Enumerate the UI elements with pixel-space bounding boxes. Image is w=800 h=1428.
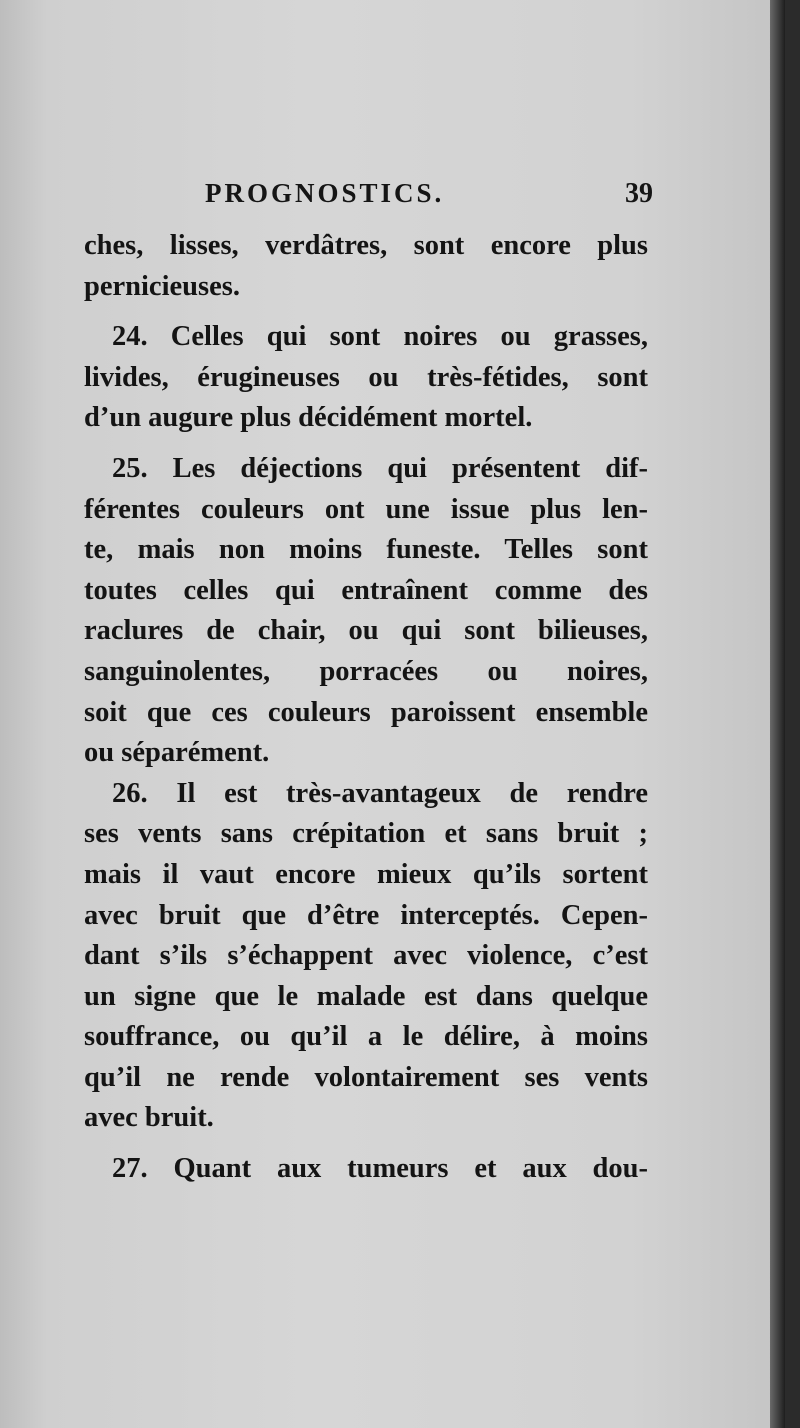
text-line: ou séparément.	[84, 737, 270, 769]
text-line: mais il vaut encore mieux qu’ils sortent	[84, 858, 648, 890]
page-number: 39	[625, 178, 653, 209]
text-line: livides, érugineuses ou très-fétides, sont	[84, 361, 648, 393]
text-line: ches, lisses, verdâtres, sont encore plus	[84, 230, 648, 261]
text-line: soit que ces couleurs paroissent ensemble	[84, 696, 648, 728]
text-line: avec bruit que d’être interceptés. Cepen-	[84, 899, 648, 931]
page-header	[205, 178, 653, 218]
text-line: dant s’ils s’échappent avec violence, c’est	[84, 940, 648, 972]
text-line: un signe que le malade est dans quelque	[84, 980, 648, 1012]
text-line: férentes couleurs ont une issue plus len-	[84, 493, 648, 525]
text-line: toutes celles qui entraînent comme des	[84, 574, 648, 606]
text-line: d’un augure plus décidément mortel.	[84, 402, 533, 434]
text-line: sanguinolentes, porracées ou noires,	[84, 655, 648, 687]
text-line: 27. Quant aux tumeurs et aux dou-	[112, 1153, 648, 1185]
text-line: qu’il ne rende volontairement ses vents	[84, 1061, 648, 1093]
text-line: pernicieuses.	[84, 270, 240, 302]
running-head: PROGNOSTICS.	[205, 178, 445, 208]
text-line: 25. Les déjections qui présentent dif-	[112, 452, 648, 484]
text-line: souffrance, ou qu’il a le délire, à moins	[84, 1021, 648, 1053]
text-line: 26. Il est très-avantageux de rendre	[112, 777, 648, 809]
text-line: avec bruit.	[84, 1102, 214, 1134]
text-line: 24. Celles qui sont noires ou grasses,	[112, 321, 648, 353]
body-text	[84, 226, 648, 1190]
page-edge-shadow	[770, 0, 785, 1428]
text-line: te, mais non moins funeste. Telles sont	[84, 534, 648, 566]
text-line: raclures de chair, ou qui sont bilieuses,	[84, 615, 648, 647]
text-line: ses vents sans crépitation et sans bruit ;	[84, 818, 648, 850]
